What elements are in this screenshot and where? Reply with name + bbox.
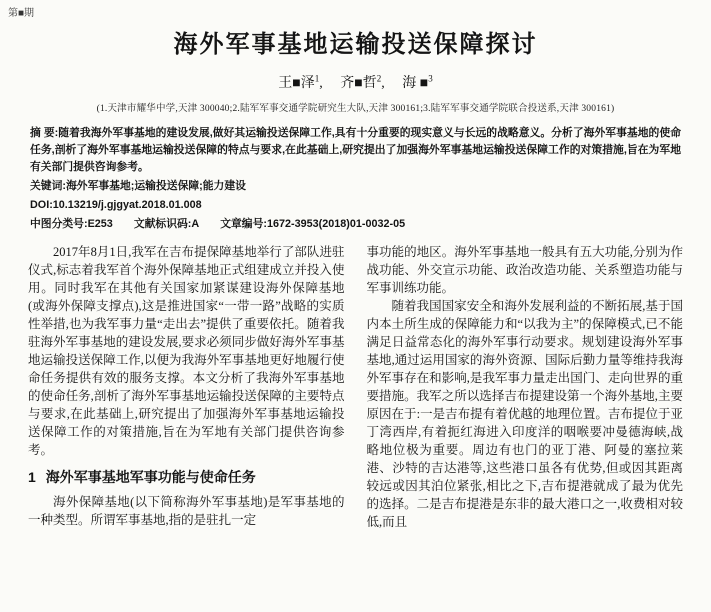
intro-paragraph: 2017年8月1日,我军在吉布提保障基地举行了部队进驻仪式,标志着我军首个海外保障基地正式组建成立并投入使用。同时我军在其他有关国家加紧谋建设海外保障基地(或海外保障支撑点),这是推进国家“一带一路”战略的实质性举措,也为我军事力量“走出去”提供了重要依托。随着我驻海外军事基地的建设发展,要求必须同步做好海外军事基地运输投送保障工作,以便为我海外军事基地更好地履行使命任务提供有效的服务支撑。本文分析了我海外军事基地的使命任务,剖析了海外军事基地运输投送保障的主要特点与要求,在此基础上,研究提出了加强海外军事基地运输投送保障工作的对策措施,旨在为军地有关部门提供咨询参考。 bbox=[28, 245, 345, 457]
author-3 bbox=[402, 73, 433, 91]
right-column bbox=[367, 243, 684, 531]
continuation-paragraph: 事功能的地区。海外军事基地一般具有五大功能,分别为作战功能、外交宣示功能、政治改造功能、关系塑造功能与军事训练功能。 bbox=[366, 245, 683, 295]
affiliation-line: (1.天津市耀华中学,天津 300040;2.陆军军事交通学院研究生大队,天津 300161;3.陆军军事交通学院联合投送系,天津 300161) bbox=[96, 104, 615, 114]
section-1-number: 1 bbox=[28, 469, 36, 485]
doc-code-label: 文献标识码: bbox=[133, 218, 192, 230]
djibouti-paragraph: 随着我国国家安全和海外发展利益的不断拓展,基于国内本土所生成的保障能力和“以我为主”的保障模式,已不能满足日益常态化的海外军事行动要求。规划建设海外军事基地,通过运用国家的海外资源、国际后勤力量等维持我海外军事存在和影响,是我军事力量走出国门、走向世界的重要措施。我军之所以选择吉布提建设第一个海外基地,主要原因在于:一是吉布提有着优越的地理位置。吉布提位于亚丁湾西岸,有着扼红海进入印度洋的咽喉要冲曼德海峡,战略地位极为重要。周边有也门的亚丁港、阿曼的塞拉莱港、沙特的吉达港等,这些港口虽各有优势,但或因其距离较远或因其泊位紧张,相比之下,吉布提港就成了最为优先的选择。二是吉布提港是东非的最大港口之一,收费相对较低,而且 bbox=[366, 299, 683, 529]
author-1-name: 王■泽 bbox=[278, 76, 315, 91]
abstract-label: 摘 要: bbox=[30, 127, 59, 139]
section-1-title: 海外军事基地军事功能与使命任务 bbox=[45, 469, 256, 485]
article-id-label: 文章编号: bbox=[220, 218, 268, 230]
abstract-text: 随着我海外军事基地的建设发展,做好其运输投送保障工作,具有十分重要的现实意义与长远的战略意义。分析了海外军事基地的使命任务,剖析了海外军事基地运输投送保障的特点与要求,在此基础上,研究提出了加强海外军事基地运输投送保障工作的对策措施,旨在为军地有关部门提供咨询参考。 bbox=[30, 127, 681, 173]
paper-title: 海外军事基地运输投送保障探讨 bbox=[173, 32, 538, 58]
author-1-affil-sup: 1 bbox=[314, 73, 320, 84]
body-columns bbox=[0, 233, 711, 531]
author-1 bbox=[278, 73, 323, 91]
paper-meta-block bbox=[30, 125, 681, 233]
section-1-heading bbox=[28, 468, 345, 486]
keywords-label: 关键词: bbox=[30, 180, 66, 192]
keywords bbox=[30, 178, 681, 195]
abstract bbox=[30, 125, 681, 176]
authors-line bbox=[0, 72, 711, 92]
keywords-text: 海外军事基地;运输投送保障;能力建设 bbox=[66, 180, 246, 192]
author-1-separator: , bbox=[319, 76, 323, 91]
article-id-pair bbox=[220, 218, 405, 230]
doc-code-pair bbox=[134, 218, 199, 230]
author-2 bbox=[340, 73, 385, 91]
article-id-value: 1672-3953(2018)01-0032-05 bbox=[267, 218, 406, 230]
clc-label: 中图分类号: bbox=[30, 218, 88, 230]
left-column bbox=[28, 243, 345, 531]
author-2-affil-sup: 2 bbox=[376, 73, 382, 84]
journal-issue-mark: 第■期 bbox=[8, 8, 35, 19]
author-3-affil-sup: 3 bbox=[428, 73, 433, 84]
section-1-paragraph: 海外保障基地(以下简称海外军事基地)是军事基地的一种类型。所谓军事基地,指的是驻扎一定 bbox=[28, 495, 345, 527]
doc-code-value: A bbox=[191, 218, 200, 230]
clc-pair bbox=[30, 218, 113, 230]
author-3-name: 海 ■ bbox=[402, 76, 429, 91]
doi-line: DOI:10.13219/j.gjgyat.2018.01.008 bbox=[30, 199, 202, 211]
clc-value: E253 bbox=[87, 218, 113, 230]
author-2-separator: , bbox=[381, 76, 385, 91]
author-2-name: 齐■哲 bbox=[340, 76, 377, 91]
classification-line bbox=[30, 216, 681, 233]
